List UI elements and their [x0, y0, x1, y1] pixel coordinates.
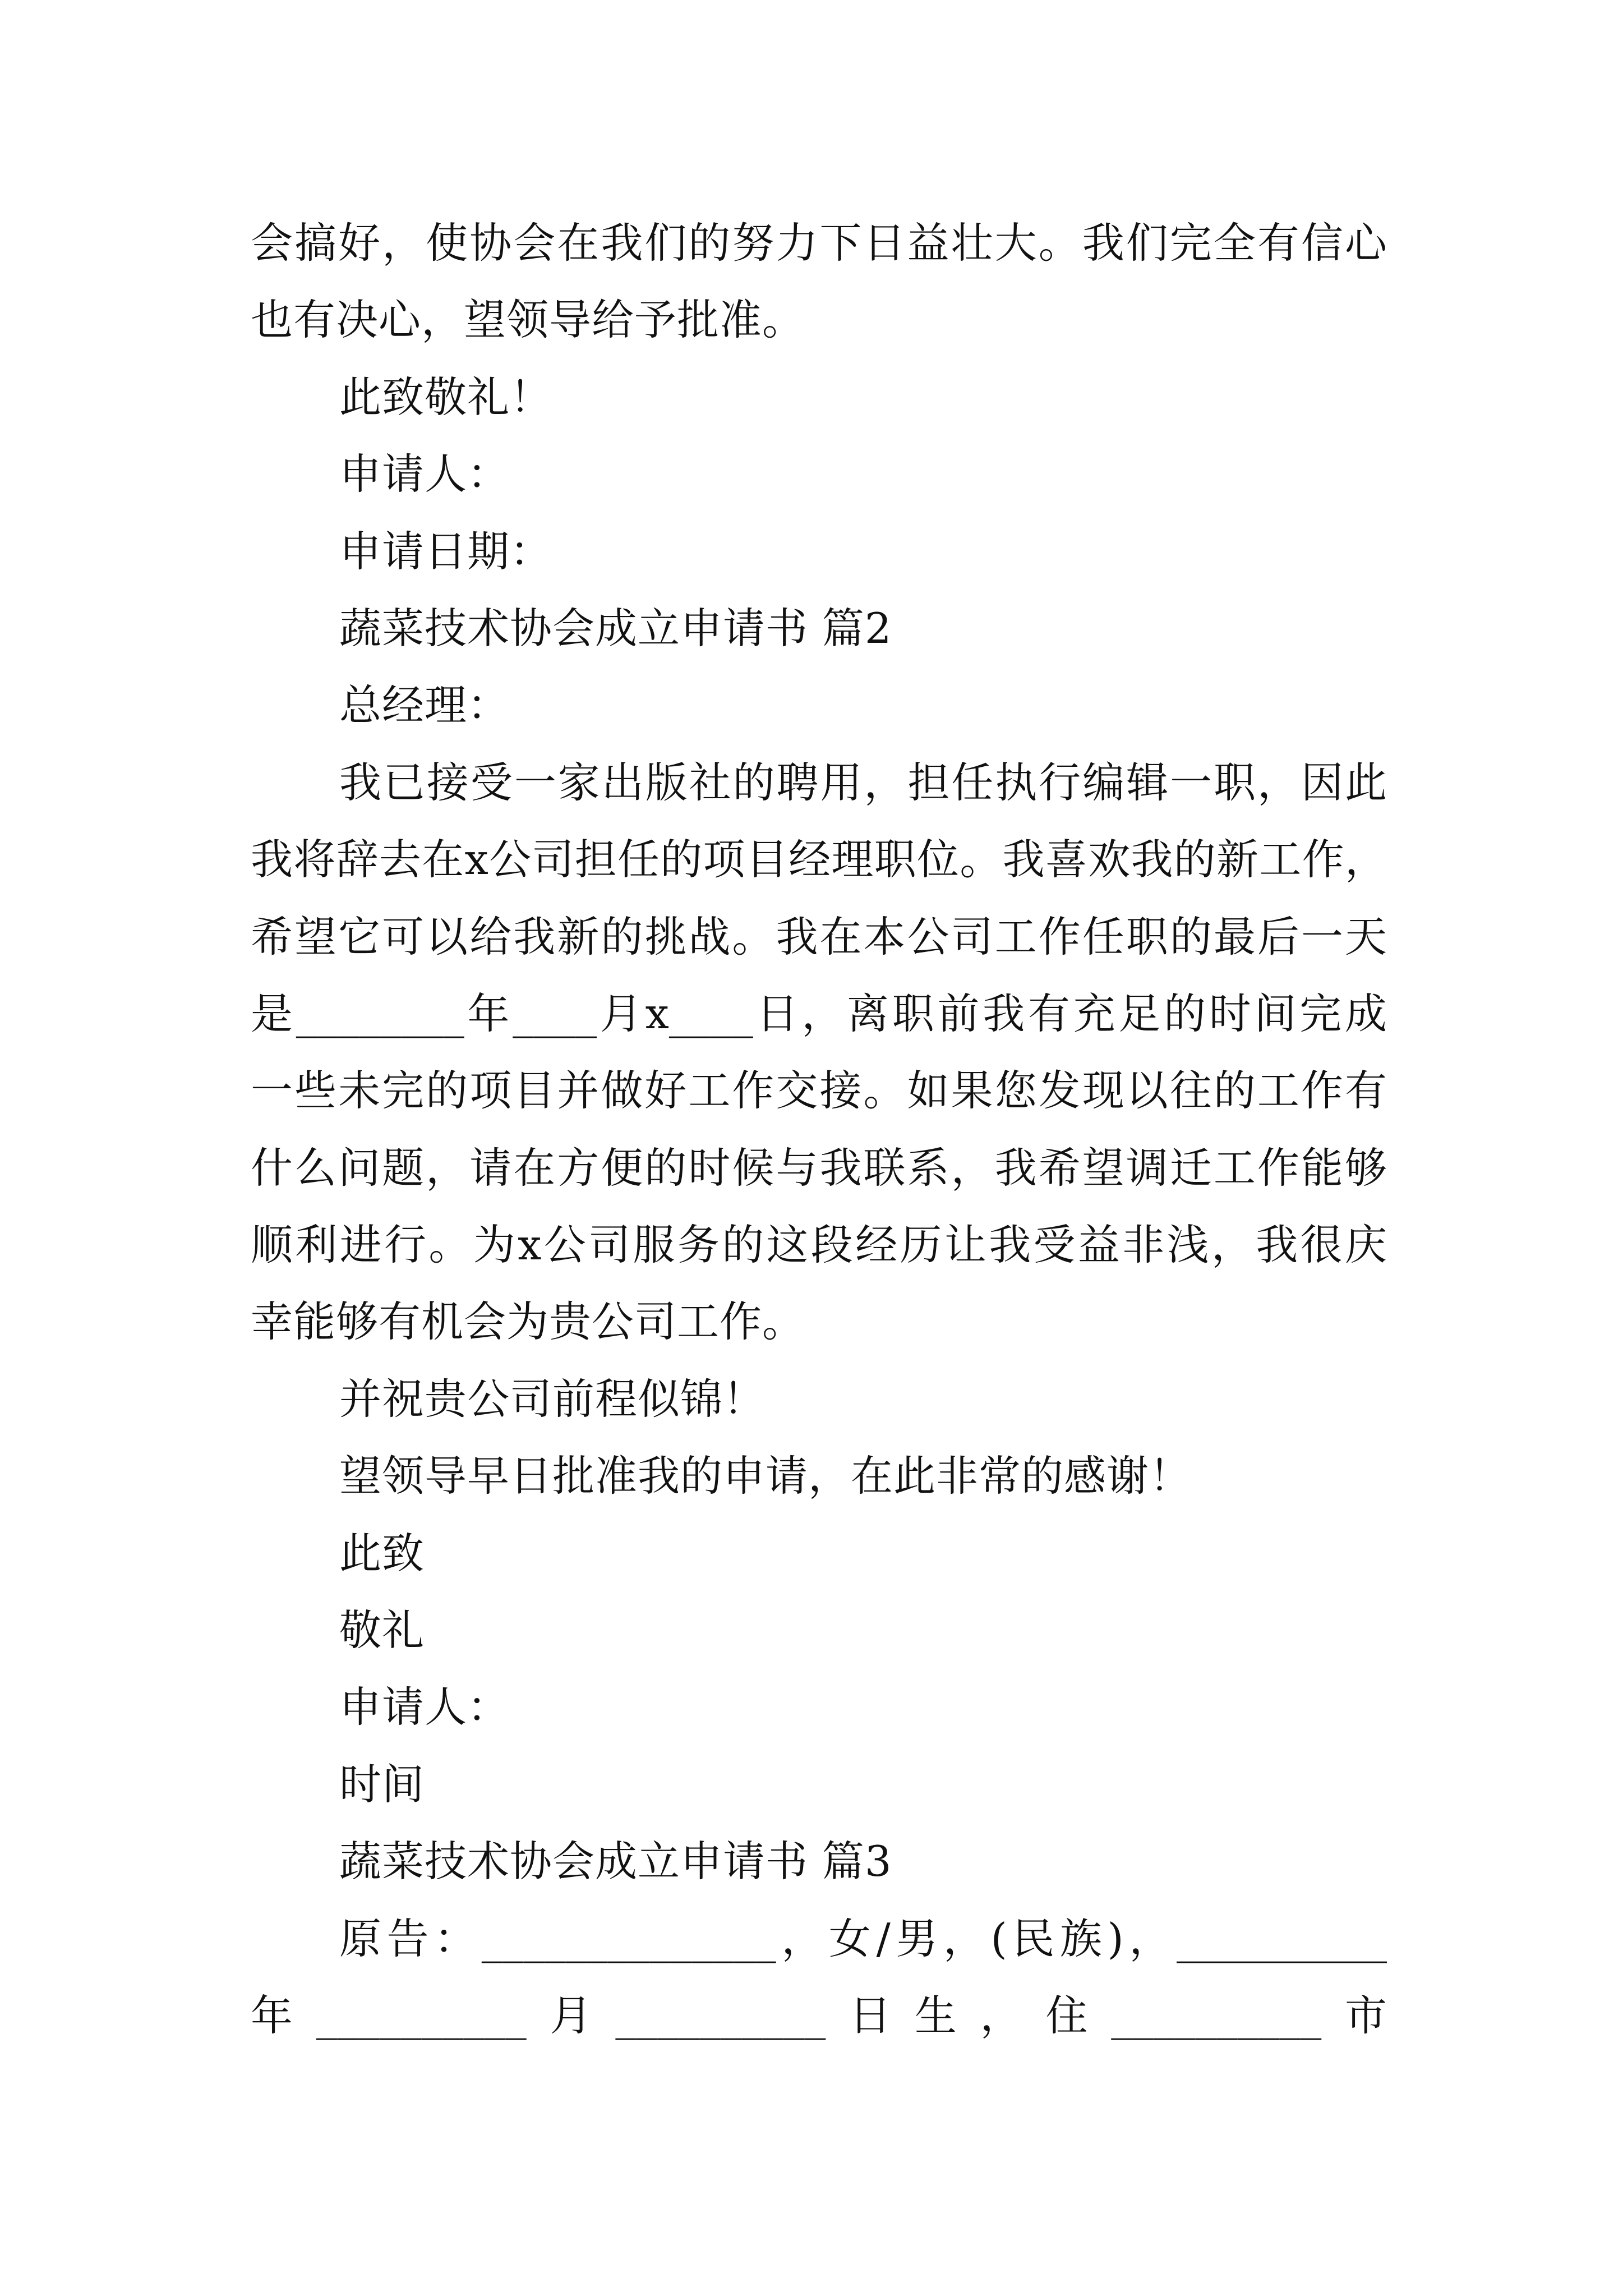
- paragraph-line: 我将辞去在x公司担任的项目经理职位。我喜欢我的新工作，: [251, 835, 1387, 885]
- paragraph-line: 希望它可以给我新的挑战。我在本公司工作任职的最后一天: [251, 912, 1387, 961]
- section-heading: 蔬菜技术协会成立申请书 篇3: [339, 1837, 892, 1887]
- year-blank: __________: [316, 1990, 527, 2040]
- birth-residence-line: [251, 1977, 1387, 2054]
- closing-salutation: 此致: [339, 1528, 425, 1578]
- addressee: 总经理：: [339, 680, 510, 730]
- applicant-label: 申请人：: [339, 1682, 510, 1732]
- paragraph-line: 是________年____月x____日，离职前我有充足的时间完成: [251, 988, 1387, 1038]
- month-label: 月: [550, 1990, 592, 2040]
- paragraph-line: 会搞好，使协会在我们的努力下日益壮大。我们完全有信心: [251, 218, 1387, 268]
- document-page: [251, 205, 1387, 2054]
- city-blank: __________: [1111, 1990, 1322, 2040]
- paragraph-line: 也有决心，望领导给予批准。: [251, 295, 805, 345]
- paragraph-line: 什么问题，请在方便的时候与我联系，我希望调迁工作能够: [251, 1143, 1387, 1193]
- closing-salutation: 此致敬礼！: [339, 372, 553, 422]
- residence-label: 住: [1045, 1990, 1088, 2040]
- applicant-label: 申请人：: [339, 449, 510, 499]
- paragraph-line: 望领导早日批准我的申请，在此非常的感谢！: [339, 1451, 1192, 1501]
- plaintiff-line: 原告：______________，女/男，(民族)，__________: [339, 1913, 1387, 1963]
- day-label: 日: [849, 1990, 892, 2040]
- city-label: 市: [1344, 1990, 1387, 2040]
- closing-salutation: 敬礼: [339, 1605, 425, 1655]
- paragraph-line: 我已接受一家出版社的聘用，担任执行编辑一职，因此: [339, 757, 1387, 807]
- paragraph-line: 一些未完的项目并做好工作交接。如果您发现以往的工作有: [251, 1066, 1387, 1116]
- paragraph-line: 顺利进行。为x公司服务的这段经历让我受益非浅，我很庆: [251, 1220, 1387, 1270]
- time-label: 时间: [339, 1759, 425, 1809]
- application-date-label: 申请日期：: [339, 526, 553, 576]
- month-blank: __________: [615, 1990, 826, 2040]
- paragraph-line: 幸能够有机会为贵公司工作。: [251, 1297, 805, 1347]
- paragraph-line: 并祝贵公司前程似锦！: [339, 1374, 766, 1424]
- comma: ，: [980, 1990, 1022, 2040]
- born-label: 生: [914, 1990, 957, 2040]
- section-heading: 蔬菜技术协会成立申请书 篇2: [339, 603, 892, 653]
- year-label: 年: [251, 1990, 293, 2040]
